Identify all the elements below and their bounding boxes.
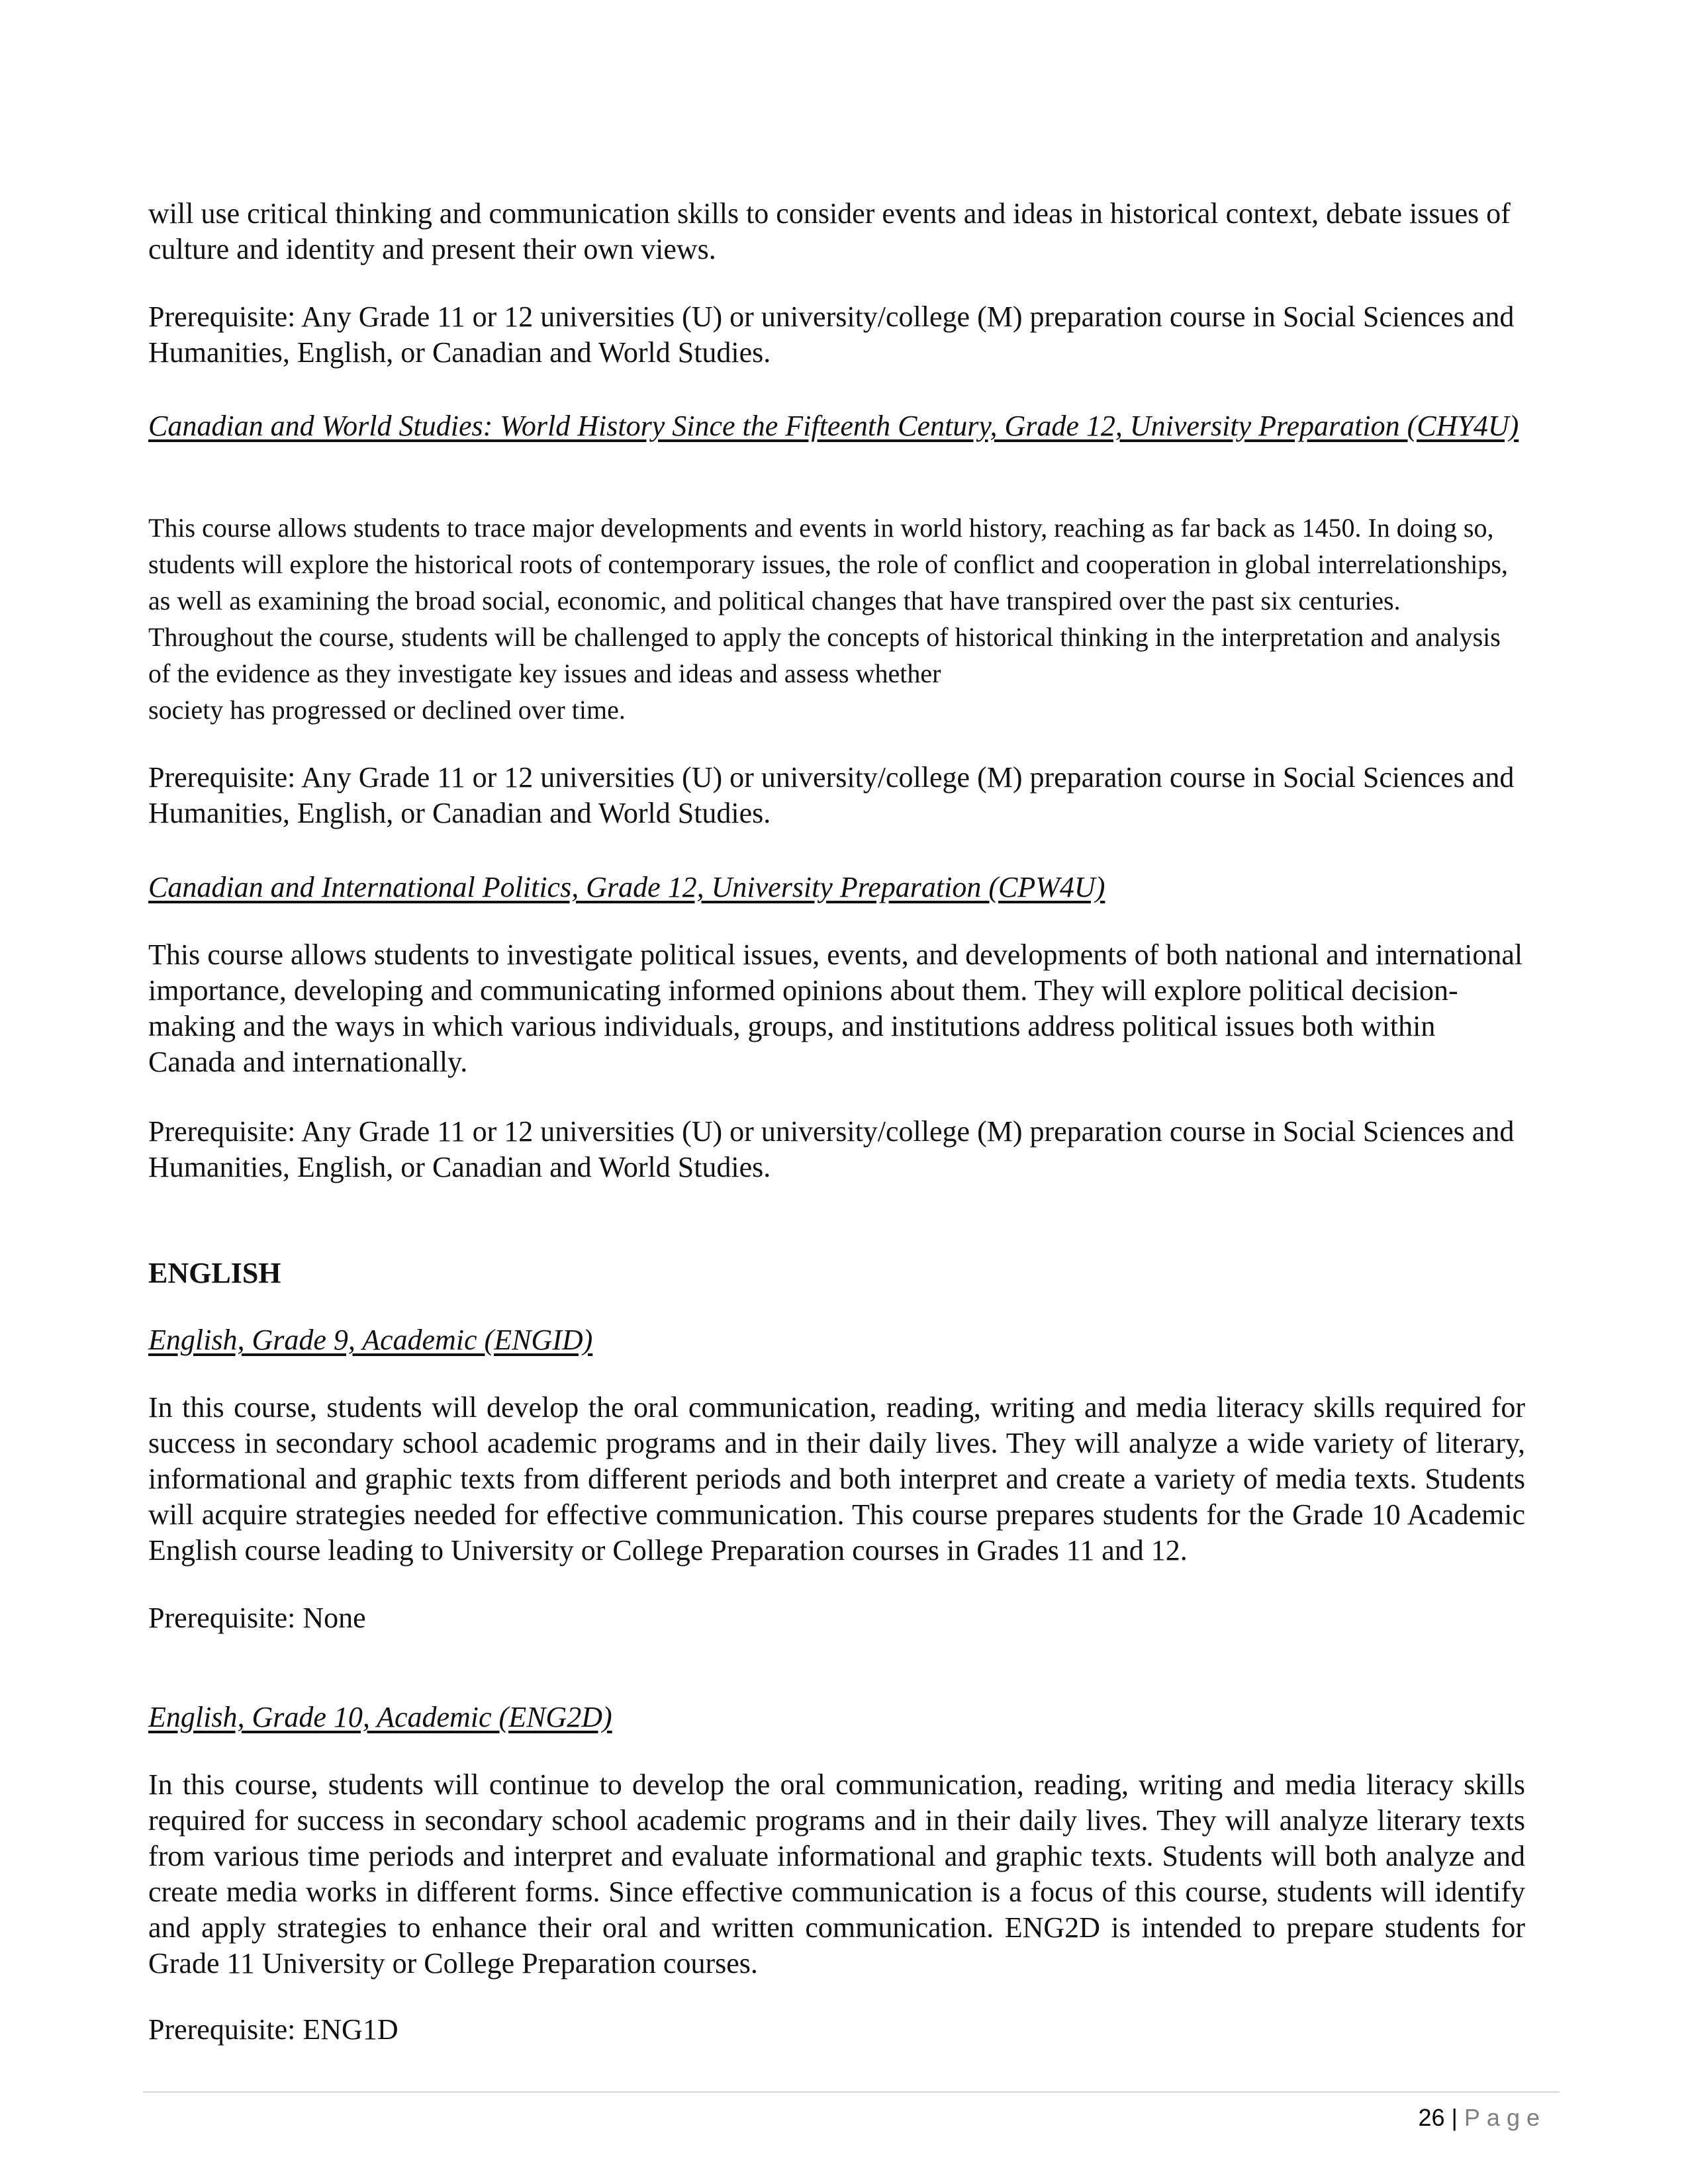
course-title-eng2d: English, Grade 10, Academic (ENG2D) xyxy=(148,1701,612,1733)
page-footer xyxy=(1418,2103,1546,2132)
prerequisite-text-engid: Prerequisite: None xyxy=(148,1602,366,1634)
prerequisite-text-cpw4u: Prerequisite: Any Grade 11 or 12 universities (U) or university/college (M) preparation course in Social Sciences and Humanities, English, or Canadian and World Studies. xyxy=(148,1115,1515,1183)
course-description-engid: In this course, students will develop the oral communication, reading, writing and media literacy skills required for success in secondary school academic programs and in their daily lives. They will analyze a wide variety of literary, informational and graphic texts from different periods and both interpret and create a variety of media texts. Students will acquire strategies needed for effective communication. This course prepares students for the Grade 10 Academic English course leading to University or College Preparation courses in Grades 11 and 12. xyxy=(148,1391,1525,1567)
course-title-cpw4u: Canadian and International Politics, Grade 12, University Preparation (CPW4U) xyxy=(148,871,1105,903)
course-description-cpw4u: This course allows students to investigate political issues, events, and developments of both national and international importance, developing and communicating informed opinions about them. They will explore political decision-making and the ways in which various individuals, groups, and institutions address political issues both within Canada and internationally. xyxy=(148,938,1523,1078)
page-number: 26 xyxy=(1418,2104,1445,2131)
continuation-paragraph: will use critical thinking and communication skills to consider events and ideas in historical context, debate issues of culture and identity and present their own views. xyxy=(148,197,1511,265)
prerequisite-text-chy4u: Prerequisite: Any Grade 11 or 12 universities (U) or university/college (M) preparation course in Social Sciences and Humanities, English, or Canadian and World Studies. xyxy=(148,761,1515,829)
course-title-engid: English, Grade 9, Academic (ENGID) xyxy=(148,1324,593,1356)
prerequisite-text: Prerequisite: Any Grade 11 or 12 universities (U) or university/college (M) preparation course in Social Sciences and Humanities, English, or Canadian and World Studies. xyxy=(148,300,1515,369)
prerequisite-text-eng2d: Prerequisite: ENG1D xyxy=(148,2013,399,2046)
course-description-eng2d: In this course, students will continue to develop the oral communication, reading, writing and media literacy skills required for success in secondary school academic programs and in their daily lives. They will analyze literary texts from various time periods and interpret and evaluate informational and graphic texts. Students will both analyze and create media works in different forms. Since effective communication is a focus of this course, students will identify and apply strategies to enhance their oral and written communication. ENG2D is intended to prepare students for Grade 11 University or College Preparation courses. xyxy=(148,1768,1525,1979)
course-description-chy4u-main: This course allows students to trace major developments and events in world history, reaching as far back as 1450. In doing so, students will explore the historical roots of contemporary issues, the role of conflict and cooperation in global interrelationships, as well as examining the broad social, economic, and political changes that have transpired over the past six centuries. Throughout the course, students will be challenged to apply the concepts of historical thinking in the interpretation and analysis of the evidence as they investigate key issues and ideas and assess whether xyxy=(148,513,1508,688)
footer-separator: | xyxy=(1451,2104,1458,2131)
course-description-chy4u-end: society has progressed or declined over time. xyxy=(148,695,626,725)
course-description-chy4u xyxy=(148,510,1525,728)
footer-page-label: Page xyxy=(1464,2104,1546,2131)
footer-divider xyxy=(143,2091,1560,2093)
section-heading-english: ENGLISH xyxy=(148,1257,281,1289)
course-title-chy4u: Canadian and World Studies: World History Since the Fifteenth Century, Grade 12, University Preparation (CHY4U) xyxy=(148,410,1519,442)
